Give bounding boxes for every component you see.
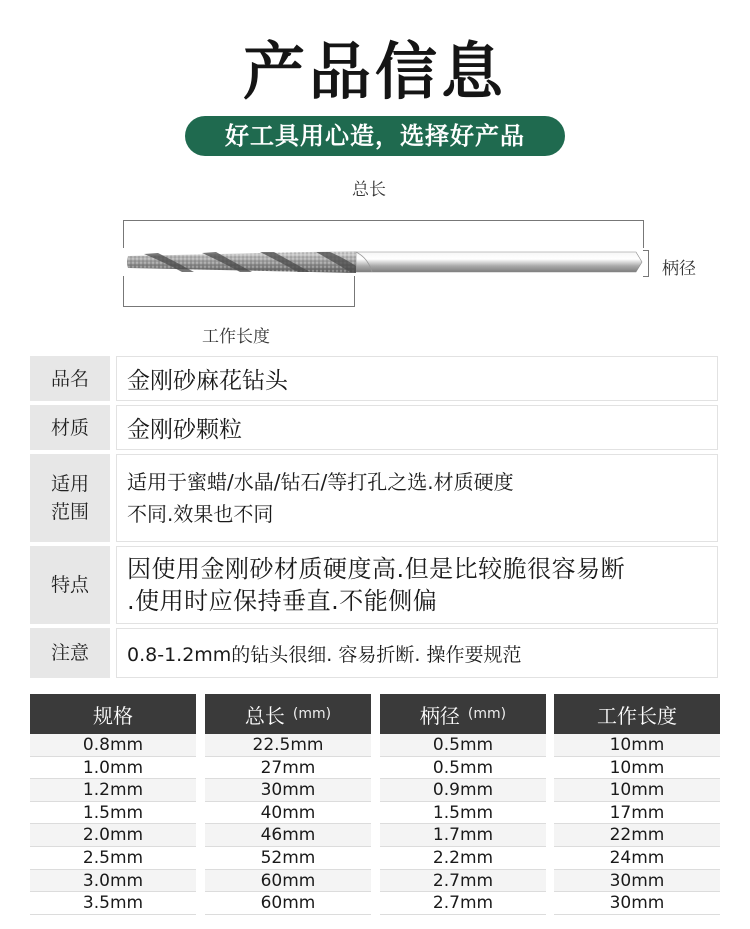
- spec-header-work-length: [554, 694, 720, 734]
- spec-cell: 0.5mm: [380, 757, 546, 780]
- work-length-line: [123, 306, 355, 307]
- total-length-line: [123, 220, 644, 221]
- spec-cell: 2.0mm: [30, 824, 196, 847]
- shank-diameter-label: 柄径: [662, 259, 696, 279]
- info-value: [116, 546, 718, 624]
- spec-cell: 0.8mm: [30, 734, 196, 757]
- spec-cell: 10mm: [554, 757, 720, 780]
- spec-cell: 1.7mm: [380, 824, 546, 847]
- spec-header-label: 总长: [244, 703, 285, 728]
- spec-cell: 40mm: [205, 802, 371, 825]
- info-value-text: .使用时应保持垂直.不能侧偏: [127, 587, 438, 615]
- info-row-features: [30, 546, 718, 624]
- spec-cell: 3.5mm: [30, 892, 196, 915]
- info-value-text: 不同.效果也不同: [127, 502, 274, 526]
- spec-cell: 27mm: [205, 757, 371, 780]
- spec-cell: 1.5mm: [380, 802, 546, 825]
- info-row-scope: [30, 454, 718, 542]
- spec-header-label: 柄径: [419, 703, 460, 728]
- info-value-text: 0.8-1.2mm的钻头很细. 容易折断. 操作要规范: [127, 643, 522, 666]
- spec-cell: 0.5mm: [380, 734, 546, 757]
- info-value: [116, 454, 718, 542]
- spec-cell: 52mm: [205, 847, 371, 870]
- shank-dim-bracket: [648, 250, 649, 276]
- info-key-text: 适用: [50, 473, 89, 495]
- info-key: [30, 628, 110, 678]
- total-length-tick-left: [123, 220, 124, 248]
- spec-cell: 60mm: [205, 870, 371, 893]
- spec-header-shank-diameter: [380, 694, 546, 734]
- spec-column: [30, 734, 196, 915]
- spec-header-total-length: [205, 694, 371, 734]
- spec-cell: 2.7mm: [380, 870, 546, 893]
- work-length-tick-right: [354, 276, 355, 306]
- spec-cell: 30mm: [554, 870, 720, 893]
- info-key-text: 品名: [50, 367, 89, 390]
- work-length-tick-left: [123, 276, 124, 306]
- spec-cell: 1.0mm: [30, 757, 196, 780]
- info-key-text: 材质: [50, 416, 89, 439]
- spec-cell: 30mm: [205, 779, 371, 802]
- spec-cell: 22mm: [554, 824, 720, 847]
- work-length-label: 工作长度: [202, 327, 270, 347]
- spec-cell: 46mm: [205, 824, 371, 847]
- spec-column: [554, 734, 720, 915]
- info-key-text: 范围: [50, 501, 89, 523]
- info-key-text: 特点: [50, 574, 89, 596]
- page-title: 产品信息: [242, 35, 507, 108]
- info-row-material: [30, 405, 718, 450]
- spec-cell: 10mm: [554, 779, 720, 802]
- info-value: [116, 356, 718, 401]
- spec-cell: 3.0mm: [30, 870, 196, 893]
- info-value-text: 金刚砂麻花钻头: [127, 368, 288, 394]
- slogan-banner: 好工具用心造，选择好产品: [185, 116, 565, 156]
- info-key: [30, 356, 110, 401]
- info-key: [30, 454, 110, 542]
- info-key: [30, 405, 110, 450]
- info-row-name: [30, 356, 718, 401]
- spec-cell: 2.7mm: [380, 892, 546, 915]
- spec-header-unit: (mm): [292, 706, 332, 722]
- spec-cell: 60mm: [205, 892, 371, 915]
- spec-cell: 2.2mm: [380, 847, 546, 870]
- spec-cell: 1.2mm: [30, 779, 196, 802]
- total-length-tick-right: [643, 220, 644, 248]
- spec-cell: 22.5mm: [205, 734, 371, 757]
- spec-cell: 0.9mm: [380, 779, 546, 802]
- spec-cell: 10mm: [554, 734, 720, 757]
- spec-header-label: 工作长度: [597, 703, 677, 728]
- info-key: [30, 546, 110, 624]
- info-value-text: 因使用金刚砂材质硬度高.但是比较脆很容易断: [127, 555, 626, 583]
- spec-header-size: [30, 694, 196, 734]
- info-key-text: 注意: [50, 642, 89, 664]
- spec-cell: 24mm: [554, 847, 720, 870]
- spec-cell: 30mm: [554, 892, 720, 915]
- info-row-note: [30, 628, 718, 678]
- info-value: [116, 628, 718, 678]
- info-value-text: 适用于蜜蜡/水晶/钻石/等打孔之选.材质硬度: [127, 470, 514, 494]
- spec-header-label: 规格: [93, 703, 133, 728]
- spec-column: [380, 734, 546, 915]
- spec-cell: 2.5mm: [30, 847, 196, 870]
- info-value-text: 金刚砂颗粒: [127, 417, 242, 443]
- spec-cell: 1.5mm: [30, 802, 196, 825]
- total-length-label: 总长: [352, 180, 386, 200]
- info-value: [116, 405, 718, 450]
- spec-cell: 17mm: [554, 802, 720, 825]
- spec-column: [205, 734, 371, 915]
- drill-bit-illustration: [124, 246, 644, 278]
- spec-header-unit: (mm): [467, 706, 507, 722]
